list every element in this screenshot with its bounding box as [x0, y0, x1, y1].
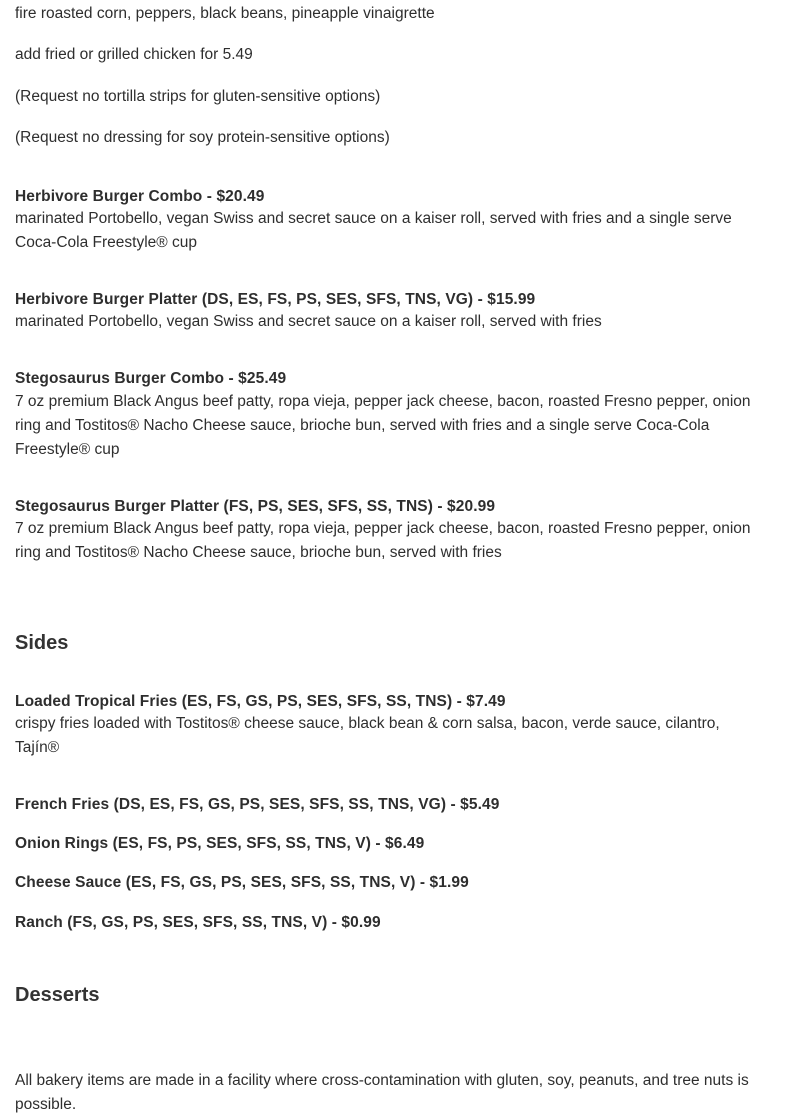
- item-title-ranch: Ranch (FS, GS, PS, SES, SFS, SS, TNS, V) - $0.99: [15, 914, 381, 931]
- desserts-allergen-note: All bakery items are made in a facility where cross-contamination with gluten, soy, peanuts, and tree nuts is possible.: [15, 1072, 749, 1113]
- item-title-herbivore-combo: Herbivore Burger Combo - $20.49: [15, 188, 265, 205]
- item-title-herbivore-platter: Herbivore Burger Platter (DS, ES, FS, PS, SES, SFS, TNS, VG) - $15.99: [15, 291, 536, 308]
- intro-line-gluten-note: (Request no tortilla strips for gluten-sensitive options): [15, 88, 381, 105]
- item-title-loaded-tropical-fries: Loaded Tropical Fries (ES, FS, GS, PS, SES, SFS, SS, TNS) - $7.49: [15, 693, 506, 710]
- intro-line-ingredients: fire roasted corn, peppers, black beans, pineapple vinaigrette: [15, 5, 435, 22]
- intro-line-chicken-addon: add fried or grilled chicken for 5.49: [15, 46, 253, 63]
- section-heading-sides: Sides: [15, 632, 69, 654]
- intro-line-soy-note: (Request no dressing for soy protein-sensitive options): [15, 129, 390, 146]
- item-desc-stegosaurus-platter: 7 oz premium Black Angus beef patty, ropa vieja, pepper jack cheese, bacon, roasted Fresno pepper, onion ring and Tostitos® Nacho Cheese sauce, brioche bun, served with fries: [15, 520, 751, 561]
- item-title-onion-rings: Onion Rings (ES, FS, PS, SES, SFS, SS, TNS, V) - $6.49: [15, 835, 425, 852]
- item-title-stegosaurus-combo: Stegosaurus Burger Combo - $25.49: [15, 370, 287, 387]
- item-desc-herbivore-combo: marinated Portobello, vegan Swiss and secret sauce on a kaiser roll, served with fries and a single serve Coca-Cola Freestyle® cup: [15, 210, 732, 251]
- item-title-cheese-sauce: Cheese Sauce (ES, FS, GS, PS, SES, SFS, SS, TNS, V) - $1.99: [15, 874, 469, 891]
- item-desc-stegosaurus-combo: 7 oz premium Black Angus beef patty, ropa vieja, pepper jack cheese, bacon, roasted Fresno pepper, onion ring and Tostitos® Nacho Cheese sauce, brioche bun, served with fries and a single serve Coca-Cola Freestyle® cup: [15, 393, 751, 458]
- item-desc-herbivore-platter: marinated Portobello, vegan Swiss and secret sauce on a kaiser roll, served with fries: [15, 313, 602, 330]
- item-title-stegosaurus-platter: Stegosaurus Burger Platter (FS, PS, SES, SFS, SS, TNS) - $20.99: [15, 498, 496, 515]
- item-desc-loaded-tropical-fries: crispy fries loaded with Tostitos® cheese sauce, black bean & corn salsa, bacon, verde sauce, cilantro, Tajín®: [15, 715, 720, 756]
- item-title-french-fries: French Fries (DS, ES, FS, GS, PS, SES, SFS, SS, TNS, VG) - $5.49: [15, 796, 500, 813]
- section-heading-desserts: Desserts: [15, 984, 100, 1006]
